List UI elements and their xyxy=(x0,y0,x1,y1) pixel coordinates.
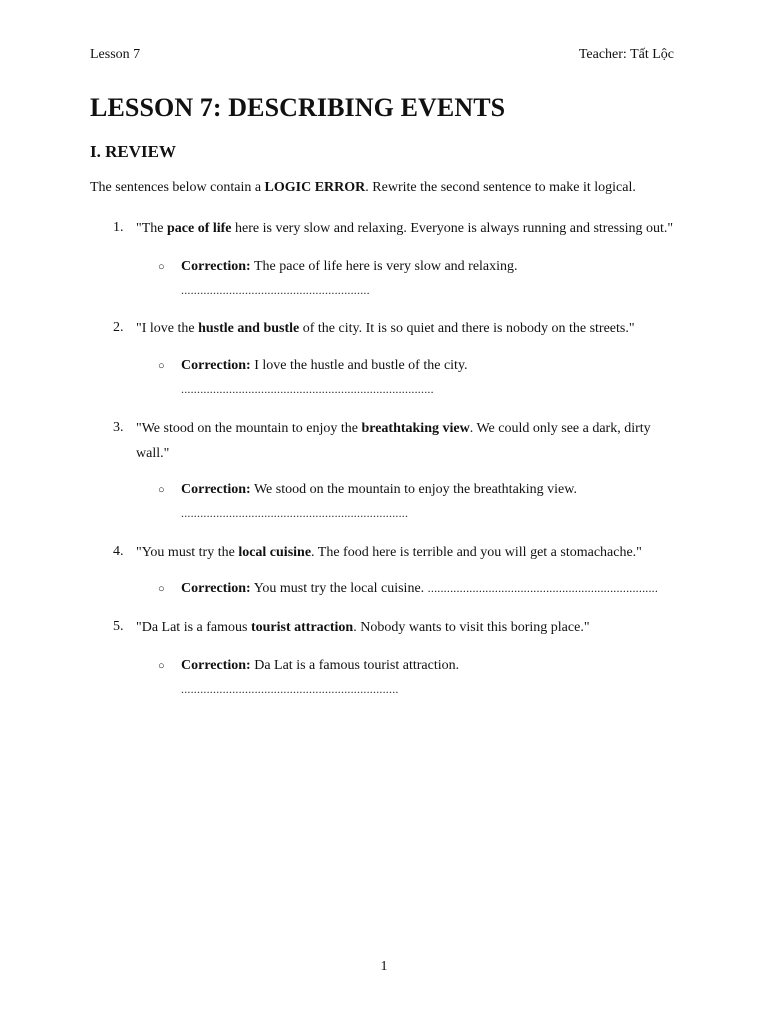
bullet-icon: ○ xyxy=(158,583,165,595)
item-number: 4. xyxy=(113,544,124,559)
bullet-icon: ○ xyxy=(158,261,165,273)
item-sentence: "We stood on the mountain to enjoy the breathtaking view. We could only see a dark, dirty wall." xyxy=(136,421,651,461)
page-title: LESSON 7: DESCRIBING EVENTS xyxy=(90,93,506,122)
correction-text: Correction: The pace of life here is very slow and relaxing. xyxy=(181,259,518,274)
bullet-icon: ○ xyxy=(158,360,165,372)
bullet-icon: ○ xyxy=(158,660,165,672)
item-sentence: "The pace of life here is very slow and relaxing. Everyone is always running and stressing out." xyxy=(136,221,674,236)
item-number: 2. xyxy=(113,320,124,335)
answer-blank: ........................................................................ xyxy=(427,581,659,595)
item-number: 5. xyxy=(113,619,124,634)
correction-text: Correction: You must try the local cuisine. ........................................................................ xyxy=(181,581,659,596)
item-number: 3. xyxy=(113,420,124,435)
intro-text: The sentences below contain a LOGIC ERROR. Rewrite the second sentence to make it logical. xyxy=(90,180,636,195)
answer-blank: .................................................................... xyxy=(181,682,399,696)
item-sentence: "Da Lat is a famous tourist attraction. Nobody wants to visit this boring place." xyxy=(136,620,590,635)
section-heading: I. REVIEW xyxy=(90,142,176,161)
correction-text: Correction: I love the hustle and bustle of the city. xyxy=(181,358,468,373)
answer-blank: ....................................................................... xyxy=(181,506,409,520)
correction-text: Correction: We stood on the mountain to enjoy the breathtaking view. xyxy=(181,482,577,497)
bullet-icon: ○ xyxy=(158,484,165,496)
header-teacher: Teacher: Tất Lộc xyxy=(578,47,674,62)
answer-blank: ............................................................................... xyxy=(181,382,434,396)
item-sentence: "I love the hustle and bustle of the city. It is so quiet and there is nobody on the streets." xyxy=(136,321,635,336)
item-number: 1. xyxy=(113,220,124,235)
item-sentence: "You must try the local cuisine. The food here is terrible and you will get a stomachache." xyxy=(136,545,642,560)
page-number: 1 xyxy=(380,959,388,974)
answer-blank: ........................................................... xyxy=(181,283,370,297)
correction-text: Correction: Da Lat is a famous tourist attraction. xyxy=(181,658,460,673)
header-lesson: Lesson 7 xyxy=(90,47,141,62)
